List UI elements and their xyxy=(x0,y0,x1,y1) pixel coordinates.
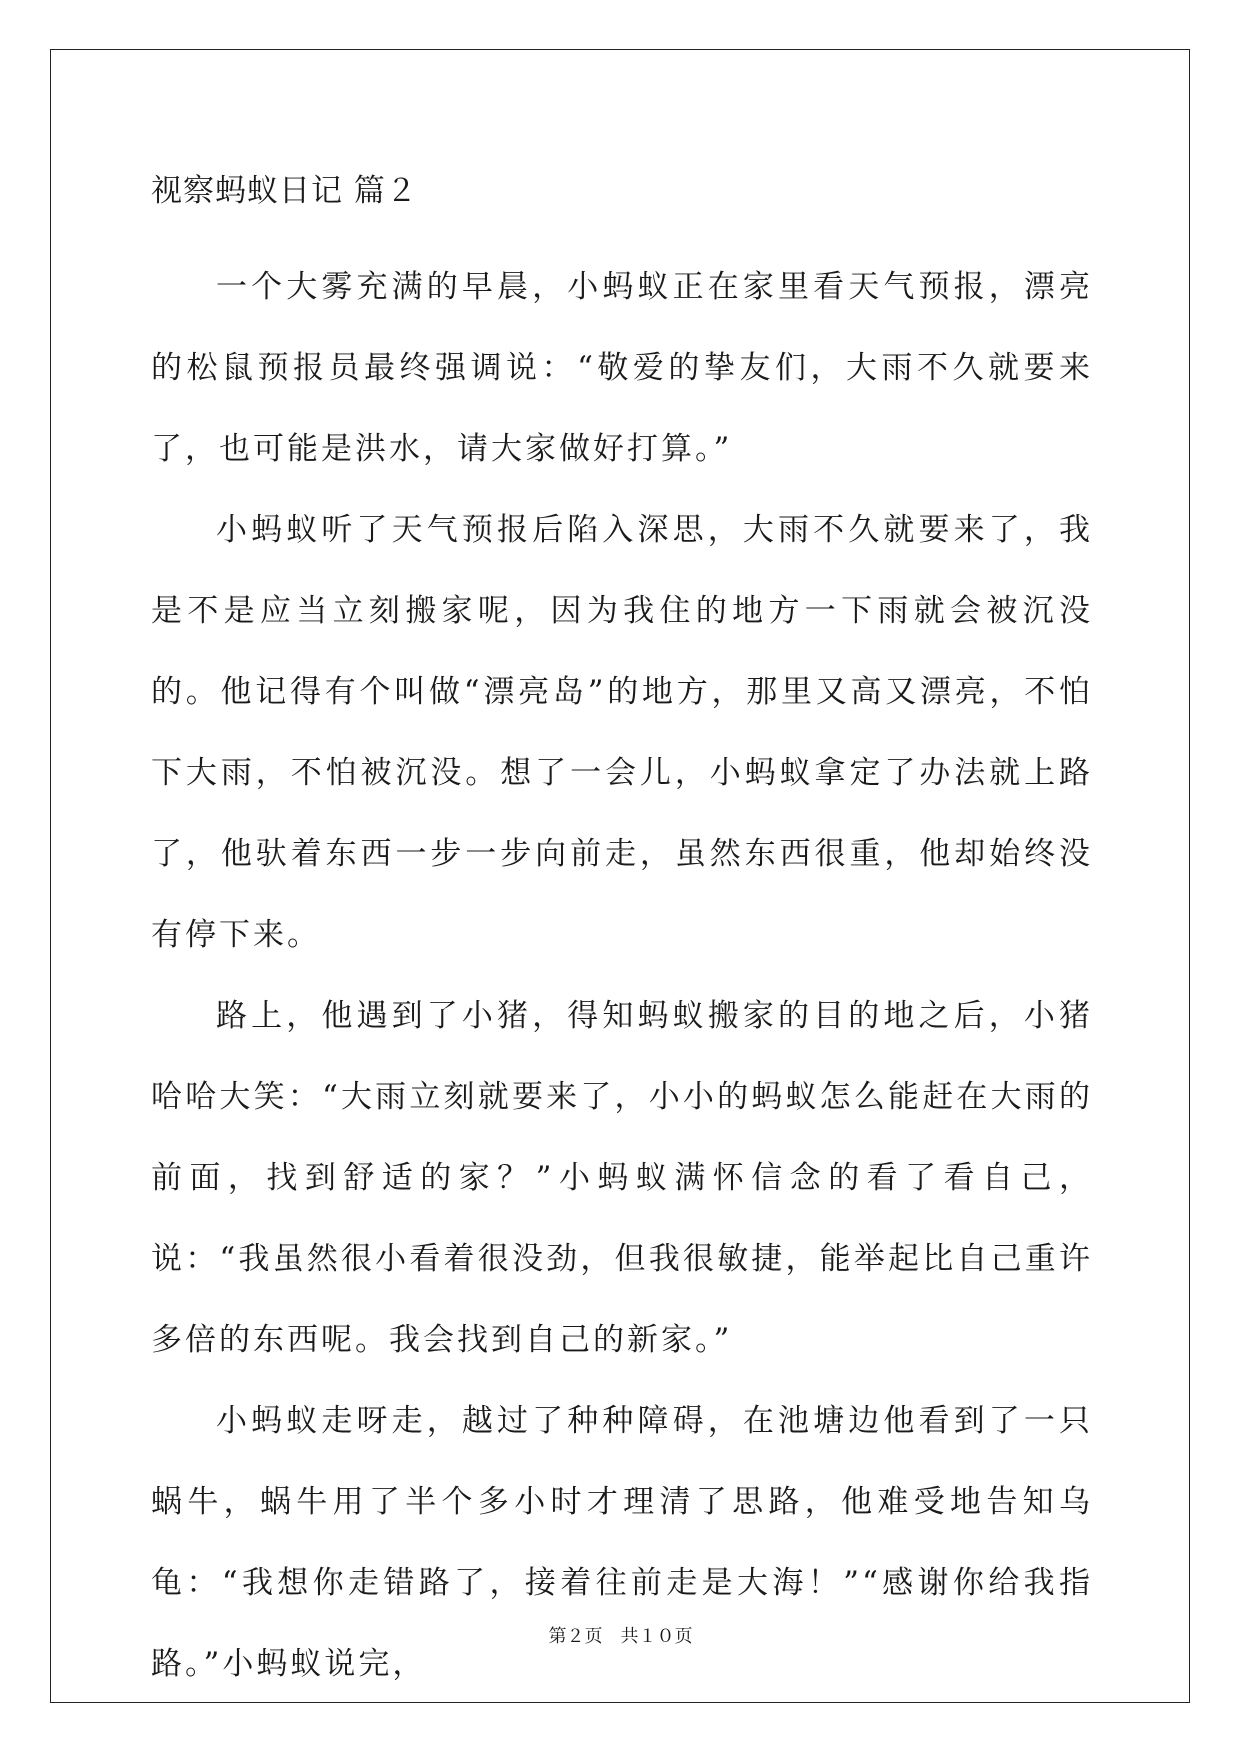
page-footer xyxy=(0,1625,1241,1649)
page-number: 第２页 xyxy=(548,1626,603,1647)
paragraph: 小蚂蚁听了天气预报后陷入深思，大雨不久就要来了，我是不是应当立刻搬家呢，因为我住的地方一下雨就会被沉没的。他记得有个叫做“漂亮岛”的地方，那里又高又漂亮，不怕下大雨，不怕被沉没。想了一会儿，小蚂蚁拿定了办法就上路了，他驮着东西一步一步向前走，虽然东西很重，他却始终没有停下来。 xyxy=(151,512,1093,953)
document-body xyxy=(151,247,1093,1705)
document-title: 视察蚂蚁日记 篇２ xyxy=(151,173,418,209)
paragraph: 一个大雾充满的早晨，小蚂蚁正在家里看天气预报，漂亮的松鼠预报员最终强调说：“敬爱的挚友们，大雨不久就要来了，也可能是洪水，请大家做好打算。” xyxy=(151,269,1093,467)
paragraph: 路上，他遇到了小猪，得知蚂蚁搬家的目的地之后，小猪哈哈大笑：“大雨立刻就要来了，小小的蚂蚁怎么能赶在大雨的前面，找到舒适的家？”小蚂蚁满怀信念的看了看自己，说：“我虽然很小看着很没劲，但我很敏捷，能举起比自己重许多倍的东西呢。我会找到自己的新家。” xyxy=(151,998,1093,1358)
page-total: 共１０页 xyxy=(620,1626,693,1647)
paragraph: 小蚂蚁走呀走，越过了种种障碍，在池塘边他看到了一只蜗牛，蜗牛用了半个多小时才理清了思路，他难受地告知乌龟：“我想你走错路了，接着往前走是大海！”“感谢你给我指路。”小蚂蚁说完， xyxy=(151,1403,1093,1682)
